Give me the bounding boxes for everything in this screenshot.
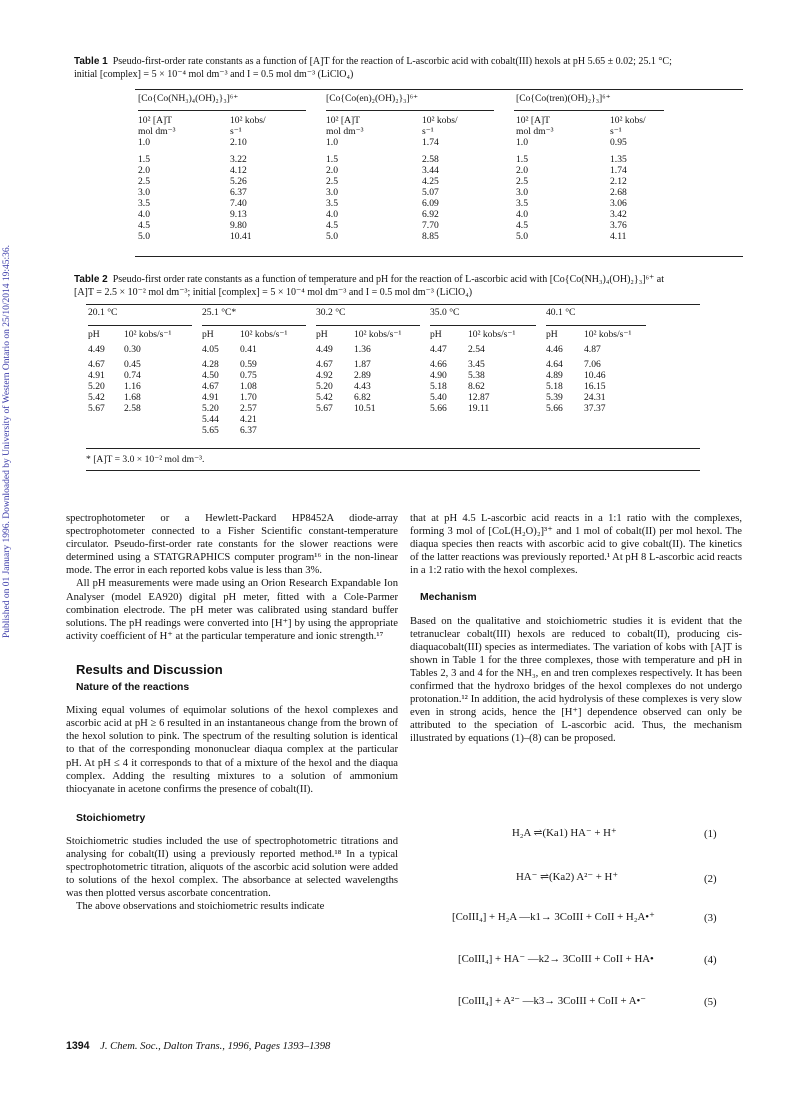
- table2-cell: 1.08: [240, 381, 257, 392]
- table2-row: [88, 344, 644, 359]
- table2-footnote: * [A]T = 3.0 × 10⁻² mol dm⁻³.: [86, 454, 205, 465]
- table2-cell: 24.31: [584, 392, 606, 403]
- table2-cell: 8.62: [468, 381, 485, 392]
- table1-cell: 5.0: [326, 231, 338, 242]
- table1-col-b-2: [422, 115, 516, 137]
- table2-cell: 4.67: [316, 359, 333, 370]
- table2-cell: [546, 425, 584, 436]
- table1-col-a-3-line1: 10² [A]T: [516, 115, 551, 126]
- table1-cell: 3.42: [610, 209, 627, 220]
- table2-cell: 12.87: [468, 392, 490, 403]
- table2-col-ph-2: pH: [202, 329, 214, 340]
- table2-temp-2: 25.1 °C*: [202, 307, 237, 318]
- table1-cell: 3.0: [326, 187, 338, 198]
- table2-cell: 5.20: [88, 381, 105, 392]
- table1-group-nh3: [Co{Co(NH₃)₄(OH)₂}₃]⁶⁺: [138, 93, 239, 104]
- table1-cell: 6.37: [230, 187, 247, 198]
- table2-cell: 6.37: [240, 425, 257, 436]
- table2-cell: 1.68: [124, 392, 141, 403]
- table1-cell: 3.5: [516, 198, 528, 209]
- table2-cell: 4.91: [88, 370, 105, 381]
- table2-row: [88, 425, 644, 436]
- table2-temp-rule-2: [202, 325, 306, 326]
- table2-bottom-rule: [86, 448, 700, 449]
- table1-cell: 8.85: [422, 231, 439, 242]
- table2-caption-line1: Pseudo-first order rate constants as a function of temperature and pH for the reaction of L-ascorbic acid with [Co{Co(NH₃)₄(OH)₂}₃]⁶⁺ at: [112, 274, 665, 285]
- table1-cell: 4.0: [516, 209, 528, 220]
- table1-col-a-2: [326, 115, 422, 137]
- table1-col-b-2-line1: 10² kobs/: [422, 115, 458, 126]
- table1-cell: 3.76: [610, 220, 627, 231]
- table2-row: [88, 392, 644, 403]
- table1-cell: 9.80: [230, 220, 247, 231]
- table2-row: [88, 359, 644, 370]
- table2-cell: [316, 425, 354, 436]
- table2-cell: 5.42: [88, 392, 105, 403]
- table2-cell: 10.51: [354, 403, 376, 414]
- table1-cell: 4.12: [230, 165, 247, 176]
- table2-cell: 2.54: [468, 344, 485, 355]
- table1-col-b-3-line2: s⁻¹: [610, 126, 622, 137]
- table2-cell: 5.18: [430, 381, 447, 392]
- table1-cell: 4.0: [138, 209, 150, 220]
- table1-row: [138, 137, 670, 154]
- table1-col-b-1: [230, 115, 326, 137]
- table2-temp-rule-4: [430, 325, 536, 326]
- equation-3: [CoIII₄] + H₂A —k1→ 3CoIII + CoII + H₂A•⁺: [452, 911, 655, 923]
- table2-cell: 4.67: [202, 381, 219, 392]
- table1-cell: 2.58: [422, 154, 439, 165]
- table2-cell: 5.67: [88, 403, 105, 414]
- table2-cell: 5.66: [430, 403, 447, 414]
- table2-temp-5: 40.1 °C: [546, 307, 576, 318]
- table1-row: [138, 220, 670, 231]
- table2-cell: 5.40: [430, 392, 447, 403]
- table2-col-k-2: 10² kobs/s⁻¹: [240, 329, 288, 340]
- table2-cell: 6.82: [354, 392, 371, 403]
- table1-cell: 1.0: [326, 137, 338, 148]
- table2-cell: 5.44: [202, 414, 219, 425]
- right-column: [410, 512, 742, 746]
- table2-cell: 4.64: [546, 359, 563, 370]
- table2-cell: 5.42: [316, 392, 333, 403]
- table1-row: [138, 198, 670, 209]
- table2-cell: 3.45: [468, 359, 485, 370]
- table1-cell: 1.5: [516, 154, 528, 165]
- table1-group-rule-3: [514, 110, 664, 111]
- table1-cell: 10.41: [230, 231, 252, 242]
- table2-cell: 16.15: [584, 381, 606, 392]
- table1-cell: 7.70: [422, 220, 439, 231]
- table1-cell: 4.0: [326, 209, 338, 220]
- table2-cell: 5.65: [202, 425, 219, 436]
- table2-top-rule: [86, 304, 700, 305]
- table1-caption-line2: initial [complex] = 5 × 10⁻⁴ mol dm⁻³ and I = 0.5 mol dm⁻³ (LiClO₄): [74, 68, 354, 80]
- table2-temp-rule-5: [546, 325, 646, 326]
- table1-col-b-1-line2: s⁻¹: [230, 126, 242, 137]
- table1-row: [138, 209, 670, 220]
- table2-col-k-1: 10² kobs/s⁻¹: [124, 329, 172, 340]
- heading-mechanism: Mechanism: [420, 592, 477, 604]
- table1-cell: 3.5: [138, 198, 150, 209]
- table2-cell: [88, 425, 124, 436]
- page-footer: [66, 1040, 330, 1052]
- table2-cell: 5.20: [202, 403, 219, 414]
- table2-col-k-4: 10² kobs/s⁻¹: [468, 329, 516, 340]
- table2-cell: 2.57: [240, 403, 257, 414]
- table2-temp-rule-3: [316, 325, 420, 326]
- table2-cell: [468, 414, 546, 425]
- table2-row: [88, 381, 644, 392]
- heading-nature: Nature of the reactions: [76, 682, 190, 694]
- table2-col-ph-5: pH: [546, 329, 558, 340]
- table1-col-b-1-line1: 10² kobs/: [230, 115, 266, 126]
- journal-citation: J. Chem. Soc., Dalton Trans., 1996, Pages 1393–1398: [100, 1041, 331, 1052]
- table1-col-b-3-line1: 10² kobs/: [610, 115, 646, 126]
- table1-group-rule-1: [138, 110, 306, 111]
- table1-row: [138, 187, 670, 198]
- table1-cell: 2.5: [326, 176, 338, 187]
- table2-cell: 1.87: [354, 359, 371, 370]
- table1-cell: 2.5: [138, 176, 150, 187]
- table2-cell: 4.21: [240, 414, 257, 425]
- heading-results-discussion: Results and Discussion: [76, 661, 223, 677]
- table2-row: [88, 414, 644, 425]
- equation-2: HA⁻ ⇌(Ka2) A²⁻ + H⁺: [516, 871, 619, 883]
- table1-cell: 5.26: [230, 176, 247, 187]
- equation-4: [CoIII₄] + HA⁻ —k2→ 3CoIII + CoII + HA•: [458, 953, 654, 965]
- table2-cell: [354, 414, 430, 425]
- table2-cell: 4.28: [202, 359, 219, 370]
- table1-caption-line1: Pseudo-first-order rate constants as a function of [A]T for the reaction of L-ascorbic acid with cobalt(III) hexols at pH 5.65 ± 0.02; 25.1 °C;: [112, 56, 672, 67]
- table2-temp-3: 30.2 °C: [316, 307, 346, 318]
- table1-cell: 1.0: [516, 137, 528, 148]
- table2-cell: 5.18: [546, 381, 563, 392]
- table2-cell: 4.49: [88, 344, 105, 355]
- equation-4-number: (4): [704, 954, 717, 966]
- table2-label: Table 2: [74, 274, 108, 285]
- table2-cell: 4.47: [430, 344, 447, 355]
- table1-group-en: [Co{Co(en)₂(OH)₂}₃]⁶⁺: [326, 93, 419, 104]
- table1-cell: 1.74: [610, 165, 627, 176]
- download-watermark: Published on 01 January 1996. Downloaded by University of Western Ontario on 25/10/2014 19:45:36.: [2, 244, 12, 638]
- table2-cell: [430, 414, 468, 425]
- left-para-3: Mixing equal volumes of equimolar solutions of the hexol complexes and ascorbic acid at pH ≥ 6 resulted in an instantaneous change from the brown of the hexol solution to pink. The spectrum of the resulting solution is identical to that of the corresponding mononuclear diaqua complex at the particular pH. At pH ≤ 4 it corresponds to that of a mixture of the hexol and the diaqua complex. Adding the resulting mixtures to a solution of ammonium thiocyanate in acetone confirms the presence of cobalt(II).: [66, 705, 398, 795]
- table1-header-row: [138, 115, 670, 137]
- table1-row: [138, 176, 670, 187]
- table1-cell: 6.09: [422, 198, 439, 209]
- table1-top-rule: [135, 89, 743, 90]
- table2-cell: 5.67: [316, 403, 333, 414]
- table1-cell: 5.0: [138, 231, 150, 242]
- table2-row: [88, 403, 644, 414]
- table1: [138, 93, 670, 242]
- table1-cell: 4.11: [610, 231, 627, 242]
- table2-cell: 5.66: [546, 403, 563, 414]
- table2-footnote-rule: [86, 470, 700, 471]
- table2-cell: [584, 414, 644, 425]
- left-para-4: Stoichiometric studies included the use of spectrophotometric titrations and analysing for cobalt(II) using a previously reported method.¹⁸ In a typical spectrophotometric titration, aliquots of the ascorbic acid solution were added to solutions of the hexol complex. The absorbance at selected wavelengths was then plotted versus ascorbate concentration.: [66, 835, 398, 900]
- table2-cell: 5.38: [468, 370, 485, 381]
- table2-temp-4: 35.0 °C: [430, 307, 460, 318]
- table2-cell: 4.43: [354, 381, 371, 392]
- equation-5-number: (5): [704, 996, 717, 1008]
- table2-cell: 4.92: [316, 370, 333, 381]
- table2-cell: 0.74: [124, 370, 141, 381]
- table1-col-a-1-line2: mol dm⁻³: [138, 126, 176, 137]
- table2-cell: 0.75: [240, 370, 257, 381]
- table1-group-row: [138, 93, 670, 115]
- left-para-5: The above observations and stoichiometric results indicate: [76, 901, 325, 913]
- table2-cell: 19.11: [468, 403, 490, 414]
- equation-5: [CoIII₄] + A²⁻ —k3→ 3CoIII + CoII + A•⁻: [458, 995, 646, 1007]
- table1-cell: 3.5: [326, 198, 338, 209]
- table1-cell: 1.35: [610, 154, 627, 165]
- table2-cell: 4.66: [430, 359, 447, 370]
- table1-cell: 9.13: [230, 209, 247, 220]
- table1-cell: 2.68: [610, 187, 627, 198]
- table2-cell: 37.37: [584, 403, 606, 414]
- table1-cell: 1.5: [326, 154, 338, 165]
- table2-col-ph-4: pH: [430, 329, 442, 340]
- table1-cell: 6.92: [422, 209, 439, 220]
- table1-col-a-1-line1: 10² [A]T: [138, 115, 173, 126]
- table2-cell: 2.89: [354, 370, 371, 381]
- table1-cell: 5.07: [422, 187, 439, 198]
- table2-cell: 5.20: [316, 381, 333, 392]
- table1-cell: 2.0: [326, 165, 338, 176]
- table1-col-a-2-line1: 10² [A]T: [326, 115, 361, 126]
- table1-row: [138, 154, 670, 165]
- table1-cell: 2.0: [516, 165, 528, 176]
- table1-cell: 1.0: [138, 137, 150, 148]
- table2-cell: 4.90: [430, 370, 447, 381]
- table2: [88, 307, 644, 436]
- table2-col-ph-1: pH: [88, 329, 100, 340]
- equation-2-number: (2): [704, 873, 717, 885]
- table1-cell: 4.5: [516, 220, 528, 231]
- table2-caption: [74, 274, 742, 299]
- table2-cell: 4.50: [202, 370, 219, 381]
- table1-cell: 3.0: [138, 187, 150, 198]
- table1-cell: 1.74: [422, 137, 439, 148]
- table1-cell: 2.0: [138, 165, 150, 176]
- table1-col-b-3: [610, 115, 670, 137]
- table2-cell: 4.67: [88, 359, 105, 370]
- left-para-1: spectrophotometer or a Hewlett-Packard HP8452A diode-array spectrophotometer connected to a Fisher Scientific constant-temperature circulator. Pseudo-first-order rate constants for the slower reactions were determined using a STATGRAPHICS computer program¹⁶ in the non-linear mode. The error in each reported kobs value is less than 3%.: [66, 513, 398, 577]
- equation-3-number: (3): [704, 912, 717, 924]
- table2-cell: 4.89: [546, 370, 563, 381]
- table1-caption: [74, 56, 742, 81]
- table2-cell: [316, 414, 354, 425]
- table2-cell: 7.06: [584, 359, 601, 370]
- heading-stoichiometry: Stoichiometry: [76, 812, 146, 824]
- table1-cell: 7.40: [230, 198, 247, 209]
- table2-cell: [584, 425, 644, 436]
- table2-cell: [124, 414, 202, 425]
- table1-cell: 2.12: [610, 176, 627, 187]
- table1-cell: 0.95: [610, 137, 627, 148]
- table2-cell: 0.30: [124, 344, 141, 355]
- table1-group-tren: [Co{Co(tren)(OH)₂}₃]⁶⁺: [516, 93, 611, 104]
- table2-cell: 1.16: [124, 381, 141, 392]
- table1-row: [138, 165, 670, 176]
- left-column: [66, 512, 398, 913]
- table2-cell: [468, 425, 546, 436]
- table2-col-k-3: 10² kobs/s⁻¹: [354, 329, 402, 340]
- table1-group-rule-2: [326, 110, 494, 111]
- table2-header-row: [88, 329, 644, 344]
- equation-1: H₂A ⇌(Ka1) HA⁻ + H⁺: [512, 827, 617, 839]
- table1-col-a-3-line2: mol dm⁻³: [516, 126, 554, 137]
- table2-row: [88, 370, 644, 381]
- table1-cell: 1.5: [138, 154, 150, 165]
- table1-cell: 3.0: [516, 187, 528, 198]
- table2-col-ph-3: pH: [316, 329, 328, 340]
- table2-cell: 2.58: [124, 403, 141, 414]
- table2-cell: 0.45: [124, 359, 141, 370]
- table2-cell: 4.05: [202, 344, 219, 355]
- table2-temp-rule-1: [88, 325, 192, 326]
- table2-cell: 4.91: [202, 392, 219, 403]
- table2-cell: 10.46: [584, 370, 606, 381]
- table2-cell: 1.70: [240, 392, 257, 403]
- page-number: 1394: [66, 1040, 90, 1052]
- table1-row: [138, 231, 670, 242]
- table2-cell: [430, 425, 468, 436]
- table2-cell: [354, 425, 430, 436]
- table1-cell: 4.5: [138, 220, 150, 231]
- table1-cell: 3.22: [230, 154, 247, 165]
- table2-cell: 4.87: [584, 344, 601, 355]
- table1-cell: 2.5: [516, 176, 528, 187]
- table1-cell: 4.25: [422, 176, 439, 187]
- table2-cell: [124, 425, 202, 436]
- table1-cell: 3.44: [422, 165, 439, 176]
- table1-cell: 4.5: [326, 220, 338, 231]
- table1-label: Table 1: [74, 56, 108, 67]
- table1-col-a-3: [516, 115, 610, 137]
- table2-cell: 4.49: [316, 344, 333, 355]
- table1-col-a-1: [138, 115, 230, 137]
- table2-cell: [546, 414, 584, 425]
- left-para-2: All pH measurements were made using an Orion Research Expandable Ion Analyser (model EA920) digital pH meter, fitted with a Cole-Parmer combination electrode. The pH meter was calibrated using standard buffer solutions. The pH readings were converted into [H⁺] by using the appropriate activity coefficient of H⁺ at the particular temperature and ionic strength.¹⁷: [66, 578, 398, 642]
- table2-cell: 4.46: [546, 344, 563, 355]
- table2-cell: 0.41: [240, 344, 257, 355]
- right-para-2: Based on the qualitative and stoichiometric studies it is evident that the tetranuclear cobalt(III) hexols are reduced to cobalt(II), producing cis-diaquacobalt(III) species as intermediates. The variation of kobs with [A]T is shown in Table 1 for the three complexes, those with temperature and pH in Tables 2, 3 and 4 for the NH₃, en and tren complexes respectively. It has been confirmed that the hydroxo bridges of the hexol complexes do not undergo protonation.¹² In addition, the acid hydrolysis of these complexes is very slow even in strong acids, hence the [H⁺] dependence observed can only be attributed to the speciation of L-ascorbic acid. Thus, the mechanism illustrated by equations (1)–(8) can be proposed.: [410, 615, 742, 745]
- table2-caption-line2: [A]T = 2.5 × 10⁻² mol dm⁻³; initial [complex] = 5 × 10⁻⁴ mol dm⁻³ and I = 0.5 mol dm⁻³ (LiClO₄): [74, 286, 473, 298]
- table2-cell: [88, 414, 124, 425]
- table1-col-a-2-line2: mol dm⁻³: [326, 126, 364, 137]
- equation-1-number: (1): [704, 828, 717, 840]
- table1-cell: 2.10: [230, 137, 247, 148]
- table1-bottom-rule: [135, 256, 743, 257]
- table1-cell: 3.06: [610, 198, 627, 209]
- table2-cell: 5.39: [546, 392, 563, 403]
- table2-col-k-5: 10² kobs/s⁻¹: [584, 329, 632, 340]
- table1-cell: 5.0: [516, 231, 528, 242]
- table2-cell: 1.36: [354, 344, 371, 355]
- table1-col-b-2-line2: s⁻¹: [422, 126, 434, 137]
- table2-cell: 0.59: [240, 359, 257, 370]
- right-para-1: that at pH 4.5 L-ascorbic acid reacts in a 1:1 ratio with the complexes, forming 3 mol of [CoL(H₂O)₂]³⁺ and 1 mol of cobalt(II) per mol hexol. The diaqua species then reacts with ascorbic acid to give cobalt(II). The kinetics of the latter reactions was previously reported.¹ At pH 8 L-ascorbic acid reacts in a 1:2 ratio with the hexol complexes.: [410, 513, 742, 577]
- table2-temp-1: 20.1 °C: [88, 307, 118, 318]
